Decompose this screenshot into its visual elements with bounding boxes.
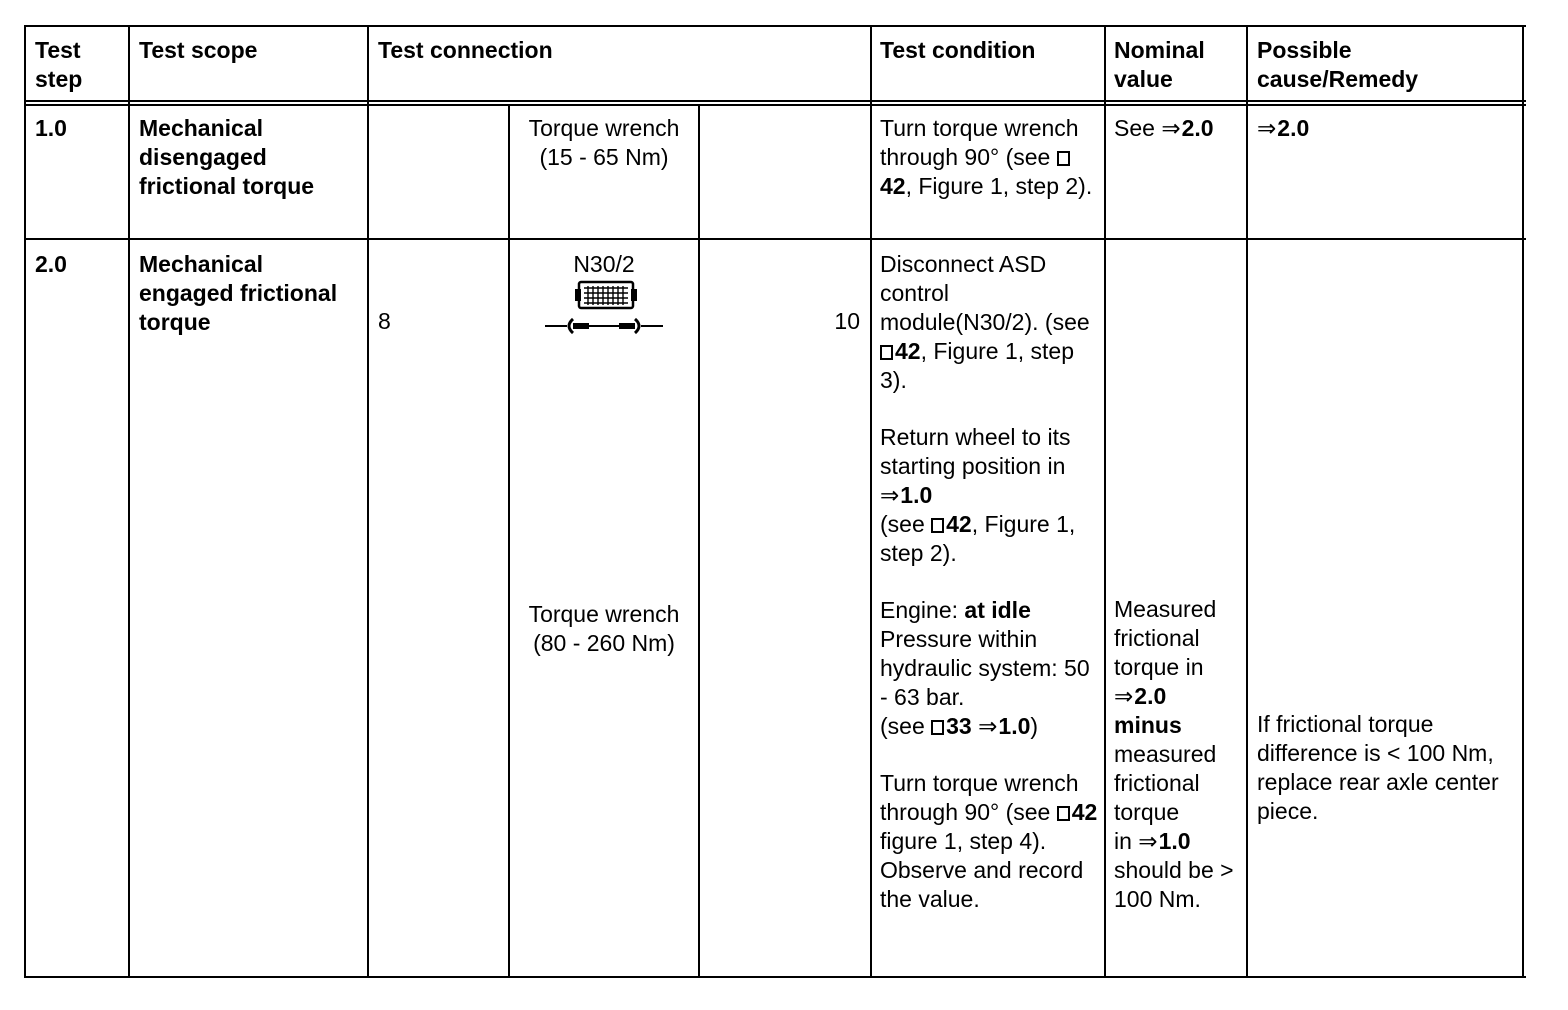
row1-condition: Turn torque wrench through 90° (see 42, Figure 1, step 2). [880, 115, 1093, 199]
arrow-icon: ⇒ [978, 713, 998, 739]
col-border-7 [1246, 25, 1248, 978]
row1-tool-range: (15 - 65 Nm) [539, 144, 669, 170]
page-ref[interactable]: 42 [1071, 799, 1098, 825]
col-border-4 [698, 104, 700, 978]
condition-return-wheel: Return wheel to its starting position in ⇒1.0 (see 42, Figure 1, step 2). [880, 424, 1076, 566]
arrow-icon: ⇒ [1138, 828, 1158, 854]
page-ref[interactable]: 42 [946, 511, 972, 537]
col-border-1 [128, 25, 130, 978]
row2-connector [510, 250, 698, 341]
page-ref-icon [880, 345, 893, 360]
col-border-left [24, 25, 26, 978]
header-test-condition: Test condition [880, 37, 1036, 63]
row1-tool [510, 114, 698, 172]
arrow-icon: ⇒ [1257, 115, 1277, 141]
page-ref-icon [1057, 806, 1070, 821]
row1-step: 1.0 [35, 115, 67, 141]
row2-step: 2.0 [35, 251, 67, 277]
arrow-icon: ⇒ [1161, 115, 1181, 141]
col-border-5 [870, 25, 872, 978]
step-ref-link[interactable]: 2.0 [1134, 683, 1167, 709]
step-ref-link[interactable]: 2.0 [1181, 115, 1214, 141]
header-test-step: Test step [35, 37, 83, 92]
row2-pin-right: 10 [834, 308, 860, 334]
row2-scope: Mechanical engaged frictional torque [139, 251, 338, 335]
arrow-icon: ⇒ [880, 482, 900, 508]
step-ref-link[interactable]: 2.0 [1277, 115, 1310, 141]
condition-engine-idle: Engine: at idle Pressure within hydraulic system: 50 - 63 bar. (see 33 ⇒1.0) [880, 597, 1090, 739]
row2-remedy: If frictional torque difference is < 100 Nm, replace rear axle center piece. [1257, 711, 1499, 824]
table-bottom-border [24, 976, 1526, 978]
row1-bottom-border [24, 238, 1526, 240]
step-ref-link[interactable]: 1.0 [900, 482, 933, 508]
step-ref-link[interactable]: 1.0 [1158, 828, 1191, 854]
page-ref[interactable]: 42 [895, 338, 921, 364]
row2-tool-range: (80 - 260 Nm) [533, 630, 675, 656]
header-bottom-border-2 [24, 104, 1526, 106]
page-ref-icon [931, 720, 944, 735]
page-ref-icon [1057, 151, 1070, 166]
row2-tool-name: Torque wrench [528, 601, 680, 627]
header-test-scope: Test scope [139, 37, 258, 63]
row1-scope: Mechanical disengaged frictional torque [139, 115, 315, 199]
row1-nominal: See ⇒2.0 [1114, 115, 1214, 141]
page-ref[interactable]: 33 [946, 713, 972, 739]
header-nominal-value: Nominal value [1114, 37, 1205, 92]
row2-tool [510, 600, 698, 658]
row2-pin-left: 8 [378, 308, 391, 334]
header-test-connection: Test connection [378, 37, 553, 63]
condition-turn-wrench: Turn torque wrench through 90° (see 42 figure 1, step 4). Observe and record the value. [880, 770, 1098, 912]
step-ref-link[interactable]: 1.0 [998, 713, 1031, 739]
condition-disconnect: Disconnect ASD control module(N30/2). (see 42, Figure 1, step 3). [880, 251, 1090, 393]
connector-label: N30/2 [573, 251, 635, 277]
connector-icon [539, 279, 669, 341]
page-ref-icon [931, 518, 944, 533]
header-possible-cause: Possible cause/Remedy [1257, 37, 1419, 92]
table-top-border [24, 25, 1526, 27]
row2-condition [880, 250, 1098, 914]
row1-remedy [1257, 114, 1497, 143]
col-border-6 [1104, 25, 1106, 978]
col-border-2 [367, 25, 369, 978]
col-border-3 [508, 104, 510, 978]
row1-tool-name: Torque wrench [528, 115, 680, 141]
arrow-icon: ⇒ [1114, 683, 1134, 709]
col-border-right [1522, 25, 1524, 978]
row2-nominal: Measured frictional torque in ⇒2.0 minus measured frictional torque in ⇒1.0 should be > 100 Nm. [1114, 596, 1234, 912]
header-bottom-border [24, 100, 1526, 102]
page-ref[interactable]: 42 [880, 173, 906, 199]
